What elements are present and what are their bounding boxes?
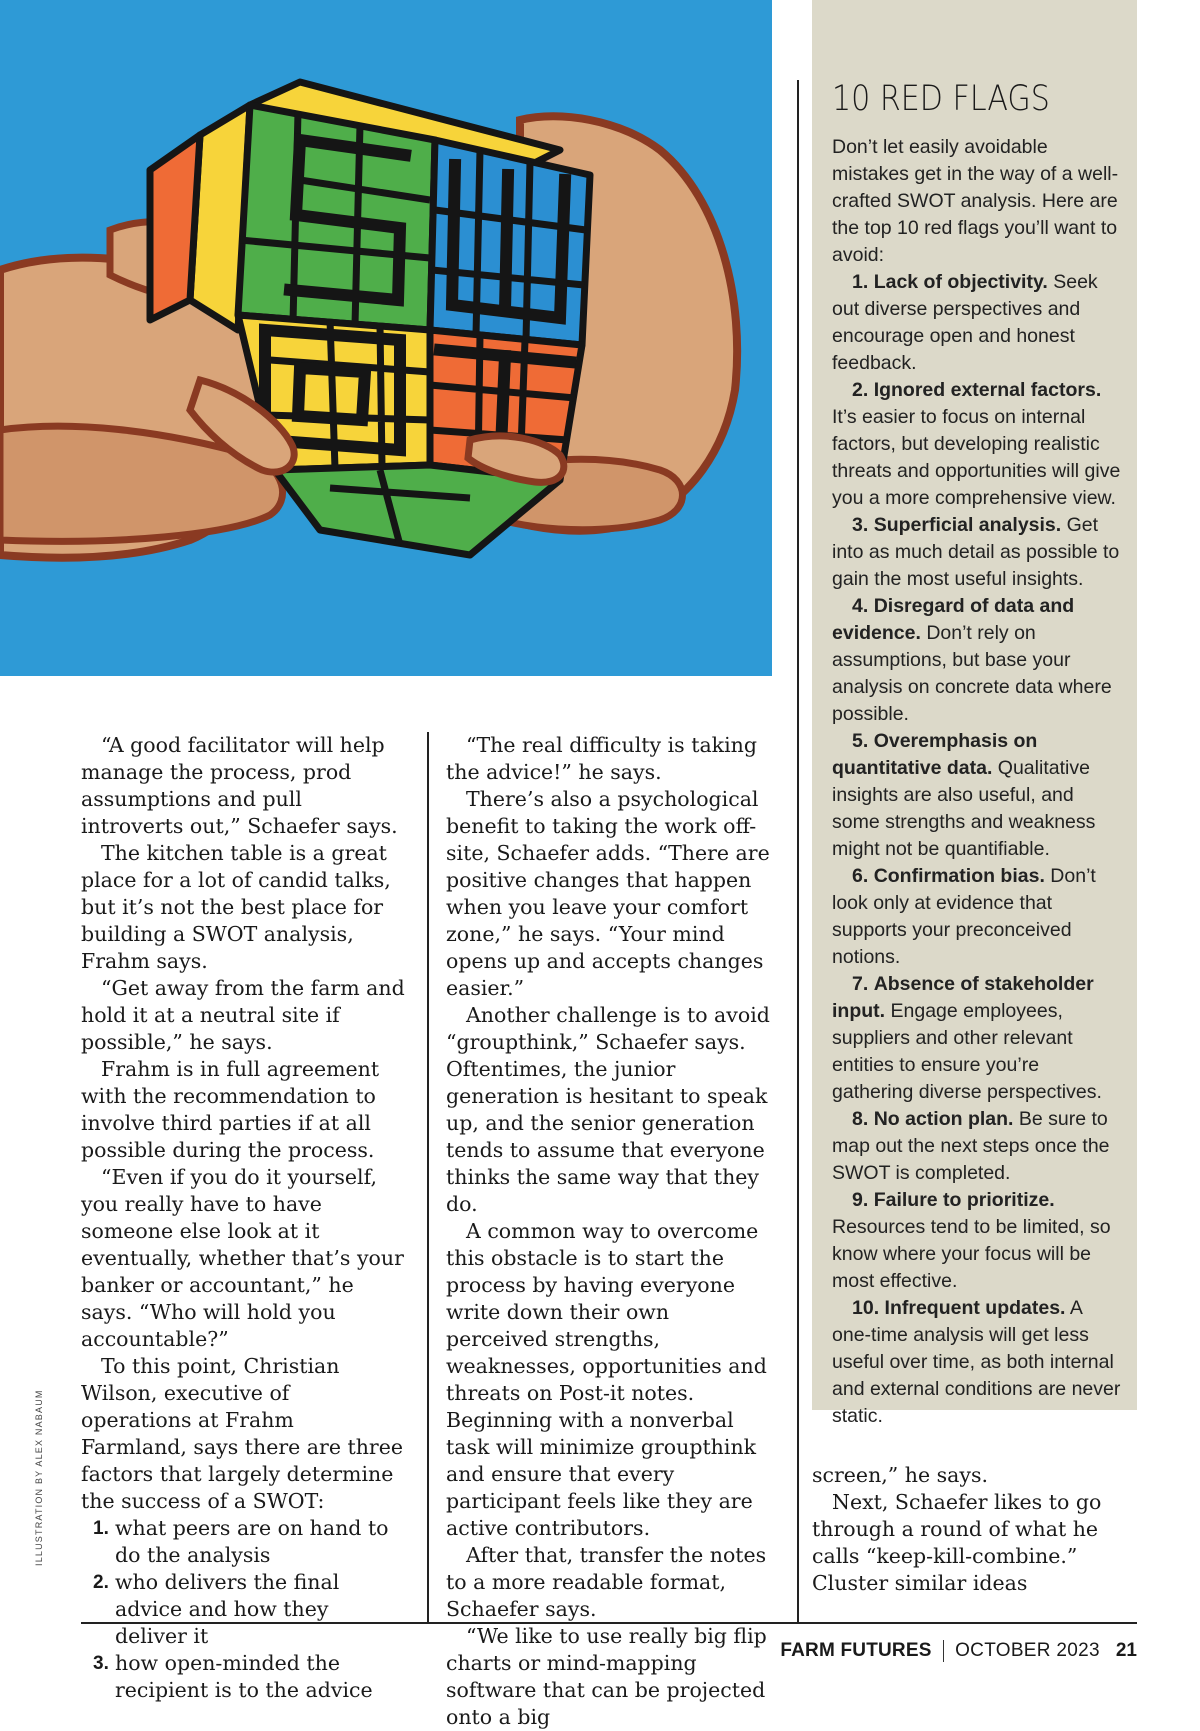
red-flag-body: Seek out diverse perspectives and encourage open and honest feedback. <box>832 271 1098 374</box>
red-flag-body: Be sure to map out the next steps once the SWOT is completed. <box>832 1108 1110 1184</box>
list-item-text: how open-minded the recipient is to the advice <box>115 1651 373 1702</box>
illustration-credit: ILLUSTRATION BY ALEX NABAUM <box>34 1389 44 1566</box>
red-flag-heading: Superficial analysis. <box>873 514 1062 536</box>
red-flag-body: Resources tend to be limited, so know where your focus will be most effective. <box>832 1216 1111 1292</box>
sidebar-title: 10 RED FLAGS <box>832 79 1050 119</box>
article-paragraph: Another challenge is to avoid “groupthink,” Schaefer says. Oftentimes, the junior generation is hesitant to speak up, and the senior generation tends to assume that everyone thinks the same way that they do. <box>446 1003 770 1216</box>
red-flag-item <box>832 377 1122 512</box>
footer-separator <box>943 1640 945 1662</box>
article-paragraph: “A good facilitator will help manage the process, prod assumptions and pull introverts out,” Schaefer says. <box>81 733 398 838</box>
red-flag-item <box>832 728 1122 863</box>
list-item <box>81 1515 406 1569</box>
article-paragraph: screen,” he says. <box>812 1463 988 1487</box>
red-flag-body: A one-time analysis will get less useful over time, as both internal and external conditions are never static. <box>832 1297 1121 1427</box>
red-flag-number: 4. <box>852 595 869 617</box>
article-paragraph: “We like to use really big flip charts or mind-mapping software that can be projected onto a big <box>446 1624 767 1729</box>
article-paragraph: After that, transfer the notes to a more readable format, Schaefer says. <box>446 1543 767 1621</box>
column-divider <box>427 732 429 1622</box>
column-1-paragraphs <box>81 732 406 1515</box>
list-item-number: 3. <box>93 1653 109 1674</box>
red-flag-item <box>832 1106 1122 1187</box>
article-paragraph: “Even if you do it yourself, you really have to have someone else look at it eventually, whether that’s your banker or accountant,” he says. “Who will hold you accountable?” <box>81 1165 404 1351</box>
swot-cube-illustration <box>0 0 772 676</box>
red-flags-list <box>832 269 1122 1430</box>
list-item-text: what peers are on hand to do the analysis <box>115 1516 389 1567</box>
red-flag-heading: Lack of objectivity. <box>873 271 1048 293</box>
article-paragraph: To this point, Christian Wilson, executive of operations at Frahm Farmland, says there are three factors that largely determine the success of a SWOT: <box>81 1354 403 1513</box>
red-flag-number: 3. <box>852 514 869 536</box>
sidebar-content <box>832 78 1122 1430</box>
red-flag-number: 10. <box>852 1297 880 1319</box>
column-2-paragraphs <box>446 732 771 1731</box>
article-paragraph: The kitchen table is a great place for a lot of candid talks, but it’s not the best place for building a SWOT analysis, Frahm says. <box>81 841 391 973</box>
sidebar-intro: Don’t let easily avoidable mistakes get in the way of a well-crafted SWOT analysis. Here are the top 10 red flags you’ll want to avoid: <box>832 136 1119 266</box>
article-paragraph: There’s also a psychological benefit to taking the work off-site, Schaefer adds. “There are positive changes that happen when you leave your comfort zone,” he says. “Your mind opens up and accepts changes easier.” <box>446 787 770 1000</box>
article-column-2 <box>446 732 771 1731</box>
article-column-3 <box>812 1462 1137 1597</box>
article-paragraph: Next, Schaefer likes to go through a round of what he calls “keep-kill-combine.” Cluster similar ideas <box>812 1490 1102 1595</box>
article-paragraph: “Get away from the farm and hold it at a neutral site if possible,” he says. <box>81 976 405 1054</box>
column-divider <box>797 80 799 1622</box>
red-flag-heading: Disregard of data and evidence. <box>832 595 1075 644</box>
article-column-1 <box>81 732 406 1704</box>
footer-rule <box>81 1622 1137 1624</box>
article-paragraph: Frahm is in full agreement with the recommendation to involve third parties if at all possible during the process. <box>81 1057 380 1162</box>
red-flags-sidebar <box>812 0 1137 1427</box>
red-flag-item <box>832 1187 1122 1295</box>
red-flag-item <box>832 1295 1122 1430</box>
red-flag-number: 7. <box>852 973 869 995</box>
red-flag-heading: Failure to prioritize. <box>873 1189 1055 1211</box>
page-number: 21 <box>1115 1640 1137 1661</box>
list-item-text: who delivers the final advice and how they deliver it <box>115 1570 340 1648</box>
red-flag-heading: Absence of stakeholder input. <box>832 973 1094 1022</box>
red-flag-body: Don’t look only at evidence that supports your preconceived notions. <box>832 865 1096 968</box>
red-flag-item <box>832 512 1122 593</box>
red-flag-number: 6. <box>852 865 869 887</box>
red-flag-heading: Confirmation bias. <box>873 865 1045 887</box>
red-flag-heading: Infrequent updates. <box>884 1297 1066 1319</box>
red-flag-body: Get into as much detail as possible to gain the most useful insights. <box>832 514 1120 590</box>
red-flag-body: Engage employees, suppliers and other relevant entities to ensure you’re gathering diverse perspectives. <box>832 1000 1102 1103</box>
column-3-paragraphs <box>812 1462 1137 1597</box>
red-flag-number: 5. <box>852 730 869 752</box>
red-flag-item <box>832 863 1122 971</box>
red-flag-heading: Overemphasis on quantitative data. <box>832 730 1038 779</box>
red-flag-number: 8. <box>852 1108 869 1130</box>
article-paragraph: A common way to overcome this obstacle is to start the process by having everyone write down their own perceived strengths, weaknesses, opportunities and threats on Post-it notes. Beginning with a nonverbal task will minimize groupthink and ensure that every participant feels like they are active contributors. <box>446 1219 767 1540</box>
red-flag-body: It’s easier to focus on internal factors, but developing realistic threats and opportunities will give you a more comprehensive view. <box>832 406 1121 509</box>
rubiks-cube-hands-image <box>0 0 772 676</box>
red-flag-body: Qualitative insights are also useful, and some strengths and weakness might not be quantifiable. <box>832 757 1096 860</box>
list-item-number: 1. <box>93 1518 109 1539</box>
red-flag-heading: Ignored external factors. <box>873 379 1102 401</box>
publication-name: FARM FUTURES <box>780 1640 932 1661</box>
list-item <box>81 1569 406 1650</box>
success-factors-list <box>81 1515 406 1704</box>
red-flag-heading: No action plan. <box>873 1108 1014 1130</box>
list-item <box>81 1650 406 1704</box>
red-flag-item <box>832 971 1122 1106</box>
red-flag-item <box>832 593 1122 728</box>
red-flag-body: Don’t rely on assumptions, but base your analysis on concrete data where possible. <box>832 622 1112 725</box>
red-flag-item <box>832 269 1122 377</box>
list-item-number: 2. <box>93 1572 109 1593</box>
issue-date: OCTOBER 2023 <box>955 1640 1100 1661</box>
red-flag-number: 2. <box>852 379 869 401</box>
red-flag-number: 1. <box>852 271 869 293</box>
page-footer <box>780 1640 1137 1662</box>
article-paragraph: “The real difficulty is taking the advice!” he says. <box>446 733 757 784</box>
red-flag-number: 9. <box>852 1189 869 1211</box>
